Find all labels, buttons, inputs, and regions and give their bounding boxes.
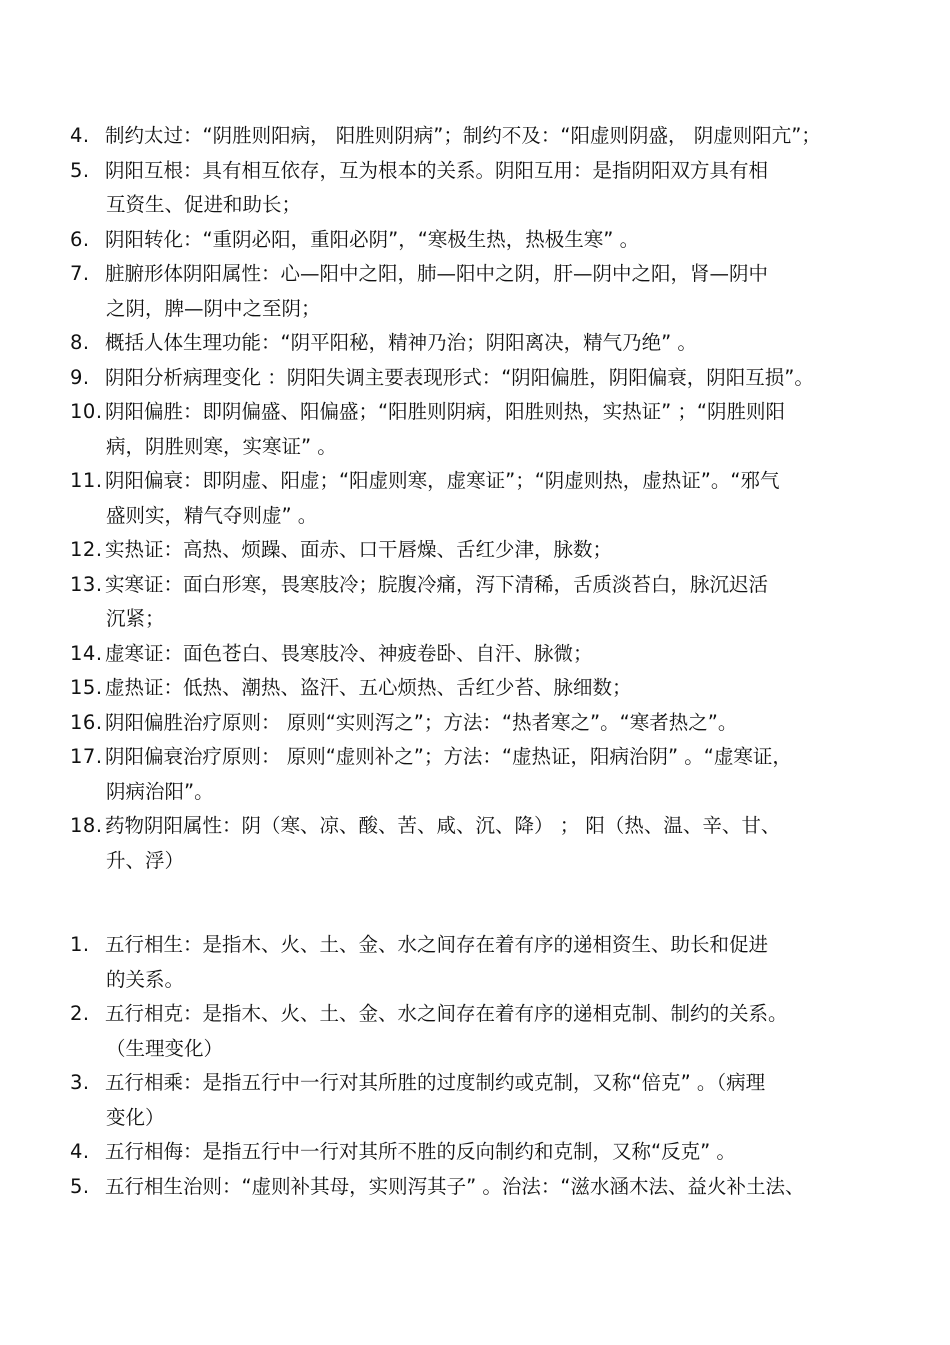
list-item [0, 223, 950, 258]
item-number: 8. [70, 331, 90, 354]
item-number: 4. [70, 1140, 90, 1163]
item-text-line: 虚热证：低热、潮热、盗汗、五心烦热、舌红少苔、脉细数； [105, 676, 632, 699]
item-text-line: 互资生、促进和助长； [106, 193, 302, 216]
list-item [0, 361, 950, 396]
item-number: 2. [70, 1002, 90, 1025]
item-text-line: 五行相乘：是指五行中一行对其所胜的过度制约或克制，又称“倍克” 。（病理 [105, 1071, 766, 1094]
list-item [0, 154, 950, 223]
item-text-line: 阴阳分析病理变化 ：阴阳失调主要表现形式：“阴阳偏胜，阴阳偏衰，阴阳互损”。 [105, 365, 814, 389]
item-text-line: 药物阴阳属性：阴（寒、凉、酸、苦、咸、沉、降） ； 阳（热、温、辛、甘、 [105, 814, 781, 837]
item-number: 10. [70, 400, 103, 423]
item-number: 18. [70, 814, 103, 837]
yinyang-list [0, 119, 950, 878]
item-text-line: 盛则实，精气夺则虚” 。 [106, 503, 318, 527]
list-item [0, 119, 950, 154]
item-text-line: 变化） [106, 1105, 165, 1129]
list-item [0, 326, 950, 361]
list-item [0, 637, 950, 672]
item-number: 6. [70, 227, 90, 251]
list-item [0, 1066, 950, 1135]
list-item [0, 568, 950, 637]
list-item [0, 671, 950, 706]
item-text-line: 五行相克：是指木、火、土、金、水之间存在着有序的递相克制、制约的关系。 [105, 1002, 788, 1025]
item-text-line: 五行相侮：是指五行中一行对其所不胜的反向制约和克制，又称“反克” 。 [105, 1140, 736, 1163]
item-text-line: 实热证：高热、烦躁、面赤、口干唇燥、舌红少津，脉数； [105, 538, 613, 561]
item-number: 9. [70, 365, 90, 389]
item-number: 14. [70, 641, 103, 665]
item-number: 13. [70, 572, 103, 596]
item-text-line: 病，阴胜则寒，实寒证” 。 [106, 434, 337, 458]
item-number: 12. [70, 538, 103, 561]
item-text-line: 五行相生治则：“虚则补其母，实则泻其子” 。治法：“滋水涵木法、益火补土法、 [105, 1174, 805, 1198]
item-text-line: 之阴，脾—阴中之至阴； [106, 296, 321, 320]
item-number: 5. [70, 1174, 90, 1198]
item-text-line: 阴阳偏胜治疗原则： 原则“实则泻之”；方法：“热者寒之”。“寒者热之”。 [105, 710, 738, 734]
list-item [0, 997, 950, 1066]
list-item [0, 1170, 950, 1205]
item-text-line: 阴阳偏衰：即阴虚、阳虚；“阳虚则寒，虚寒证”；“阴虚则热，虚热证”。“邪气 [105, 469, 780, 492]
item-number: 15. [70, 676, 103, 699]
wuxing-list [0, 928, 950, 1204]
item-text-line: 阴阳偏胜：即阴偏盛、阳偏盛；“阳胜则阴病，阳胜则热，实热证” ；“阴胜则阳 [105, 400, 786, 423]
item-text-line: 升、浮） [106, 848, 185, 872]
item-text-line: 虚寒证：面色苍白、畏寒肢冷、神疲卷卧、自汗、脉微； [105, 641, 593, 665]
item-number: 4. [70, 124, 90, 147]
item-text-line: 制约太过：“阴胜则阳病， 阳胜则阴病”；制约不及：“阳虚则阴盛， 阴虚则阳亢”； [105, 124, 821, 147]
item-text-line: 阴阳互根：具有相互依存，互为根本的关系。阴阳互用：是指阴阳双方具有相 [105, 158, 769, 182]
list-item [0, 740, 950, 809]
item-text-line: 沉紧； [106, 607, 165, 630]
item-text-line: 阴阳转化：“重阴必阳，重阳必阴”，“寒极生热，热极生寒” 。 [105, 227, 640, 251]
item-text-line: 脏腑形体阴阳属性：心—阳中之阳，肺—阳中之阴，肝—阴中之阳，肾—阴中 [105, 262, 769, 285]
list-item [0, 464, 950, 533]
item-text-line: 实寒证：面白形寒，畏寒肢冷；脘腹冷痛，泻下清稀，舌质淡苔白，脉沉迟活 [105, 572, 769, 596]
item-text-line: 概括人体生理功能：“阴平阳秘，精神乃治；阴阳离决，精气乃绝” 。 [105, 331, 697, 354]
list-item [0, 533, 950, 568]
item-number: 5. [70, 158, 90, 182]
item-number: 17. [70, 745, 103, 768]
list-item [0, 809, 950, 878]
item-text-line: 阴阳偏衰治疗原则： 原则“虚则补之”；方法：“虚热证，阳病治阴” 。“虚寒证， [105, 745, 792, 768]
item-number: 16. [70, 710, 103, 734]
item-number: 11. [70, 469, 103, 492]
item-text-line: 五行相生：是指木、火、土、金、水之间存在着有序的递相资生、助长和促进 [105, 933, 769, 956]
list-item [0, 1135, 950, 1170]
item-text-line: 阴病治阳”。 [106, 779, 214, 803]
item-number: 1. [70, 933, 90, 956]
list-item [0, 395, 950, 464]
item-number: 3. [70, 1071, 90, 1094]
list-item [0, 928, 950, 997]
list-item [0, 706, 950, 741]
item-text-line: 的关系。 [106, 967, 185, 991]
item-number: 7. [70, 262, 90, 285]
list-item [0, 257, 950, 326]
item-text-line: （生理变化） [106, 1036, 224, 1060]
